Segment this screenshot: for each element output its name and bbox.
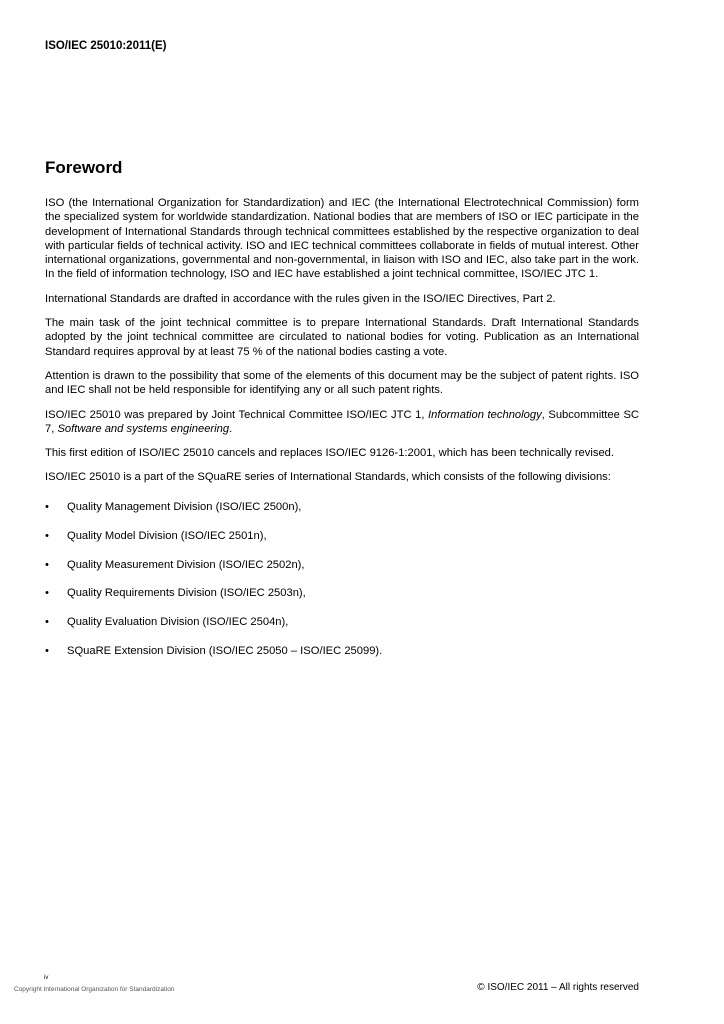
subcommittee-title: Software and systems engineering — [57, 422, 230, 435]
list-item-text: Quality Requirements Division (ISO/IEC 2503n), — [67, 587, 306, 600]
copyright-notice-left: Copyright International Organization for Standardization — [14, 986, 175, 993]
prepared-by-text: ISO/IEC 25010 was prepared by Joint Technical Committee ISO/IEC JTC 1, — [45, 408, 429, 421]
bullet-icon: • — [45, 616, 49, 629]
bullet-icon: • — [45, 529, 49, 542]
list-item — [45, 586, 639, 600]
bullet-icon: • — [45, 587, 49, 600]
copyright-notice-right: © ISO/IEC 2011 – All rights reserved — [477, 982, 639, 993]
page-number: iv — [44, 975, 49, 981]
page-title: Foreword — [45, 158, 123, 177]
document-header: ISO/IEC 25010:2011(E) — [45, 40, 167, 52]
list-item-text: SQuaRE Extension Division (ISO/IEC 25050 – ISO/IEC 25099). — [67, 645, 383, 658]
list-item — [45, 558, 639, 572]
list-item — [45, 644, 639, 658]
paragraph-patent-rights: Attention is drawn to the possibility that some of the elements of this document may be the subject of patent rights. ISO and IEC shall not be held responsible for identifying any or all such patent rights. — [45, 369, 639, 397]
paragraph-prepared-by — [45, 408, 639, 437]
committee-title: Information technology — [428, 408, 542, 421]
foreword-body — [45, 196, 639, 673]
list-item-text: Quality Evaluation Division (ISO/IEC 2504n), — [67, 616, 289, 629]
paragraph-organizations: ISO (the International Organization for Standardization) and IEC (the International Electrotechnical Commission) form the specialized system for worldwide standardization. National bodies that are members of ISO or IEC participate in the development of International Standards through technical committees established by the respective organization to deal with particular fields of technical activity. ISO and IEC technical committees collaborate in fields of mutual interest. Other international organizations, governmental and non-governmental, in liaison with ISO and IEC, also take part in the work. In the field of information technology, ISO and IEC have established a joint technical committee, ISO/IEC JTC 1. — [45, 197, 639, 281]
bullet-icon: • — [45, 558, 49, 571]
paragraph-directives: International Standards are drafted in accordance with the rules given in the ISO/IEC Directives, Part 2. — [45, 292, 556, 305]
list-item — [45, 615, 639, 629]
list-item-text: Quality Management Division (ISO/IEC 2500n), — [67, 500, 302, 513]
paragraph-edition: This first edition of ISO/IEC 25010 cancels and replaces ISO/IEC 9126-1:2001, which has been technically revised. — [45, 447, 615, 460]
paragraph-square-series: ISO/IEC 25010 is a part of the SQuaRE series of International Standards, which consists of the following divisions: — [45, 471, 611, 484]
paragraph-main-task: The main task of the joint technical committee is to prepare International Standards. Draft International Standards adopted by the joint technical committee are circulated to national bodies for voting. Publication as an International Standard requires approval by at least 75 % of the national bodies casting a vote. — [45, 317, 639, 358]
sentence-end: . — [229, 422, 233, 435]
list-item — [45, 500, 639, 514]
division-list — [45, 500, 639, 659]
bullet-icon: • — [45, 645, 49, 658]
list-item-text: Quality Measurement Division (ISO/IEC 2502n), — [67, 558, 305, 571]
list-item-text: Quality Model Division (ISO/IEC 2501n), — [67, 529, 267, 542]
bullet-icon: • — [45, 500, 49, 513]
subcommittee-text: , Subcommittee SC 7, — [45, 408, 639, 435]
list-item — [45, 529, 639, 543]
